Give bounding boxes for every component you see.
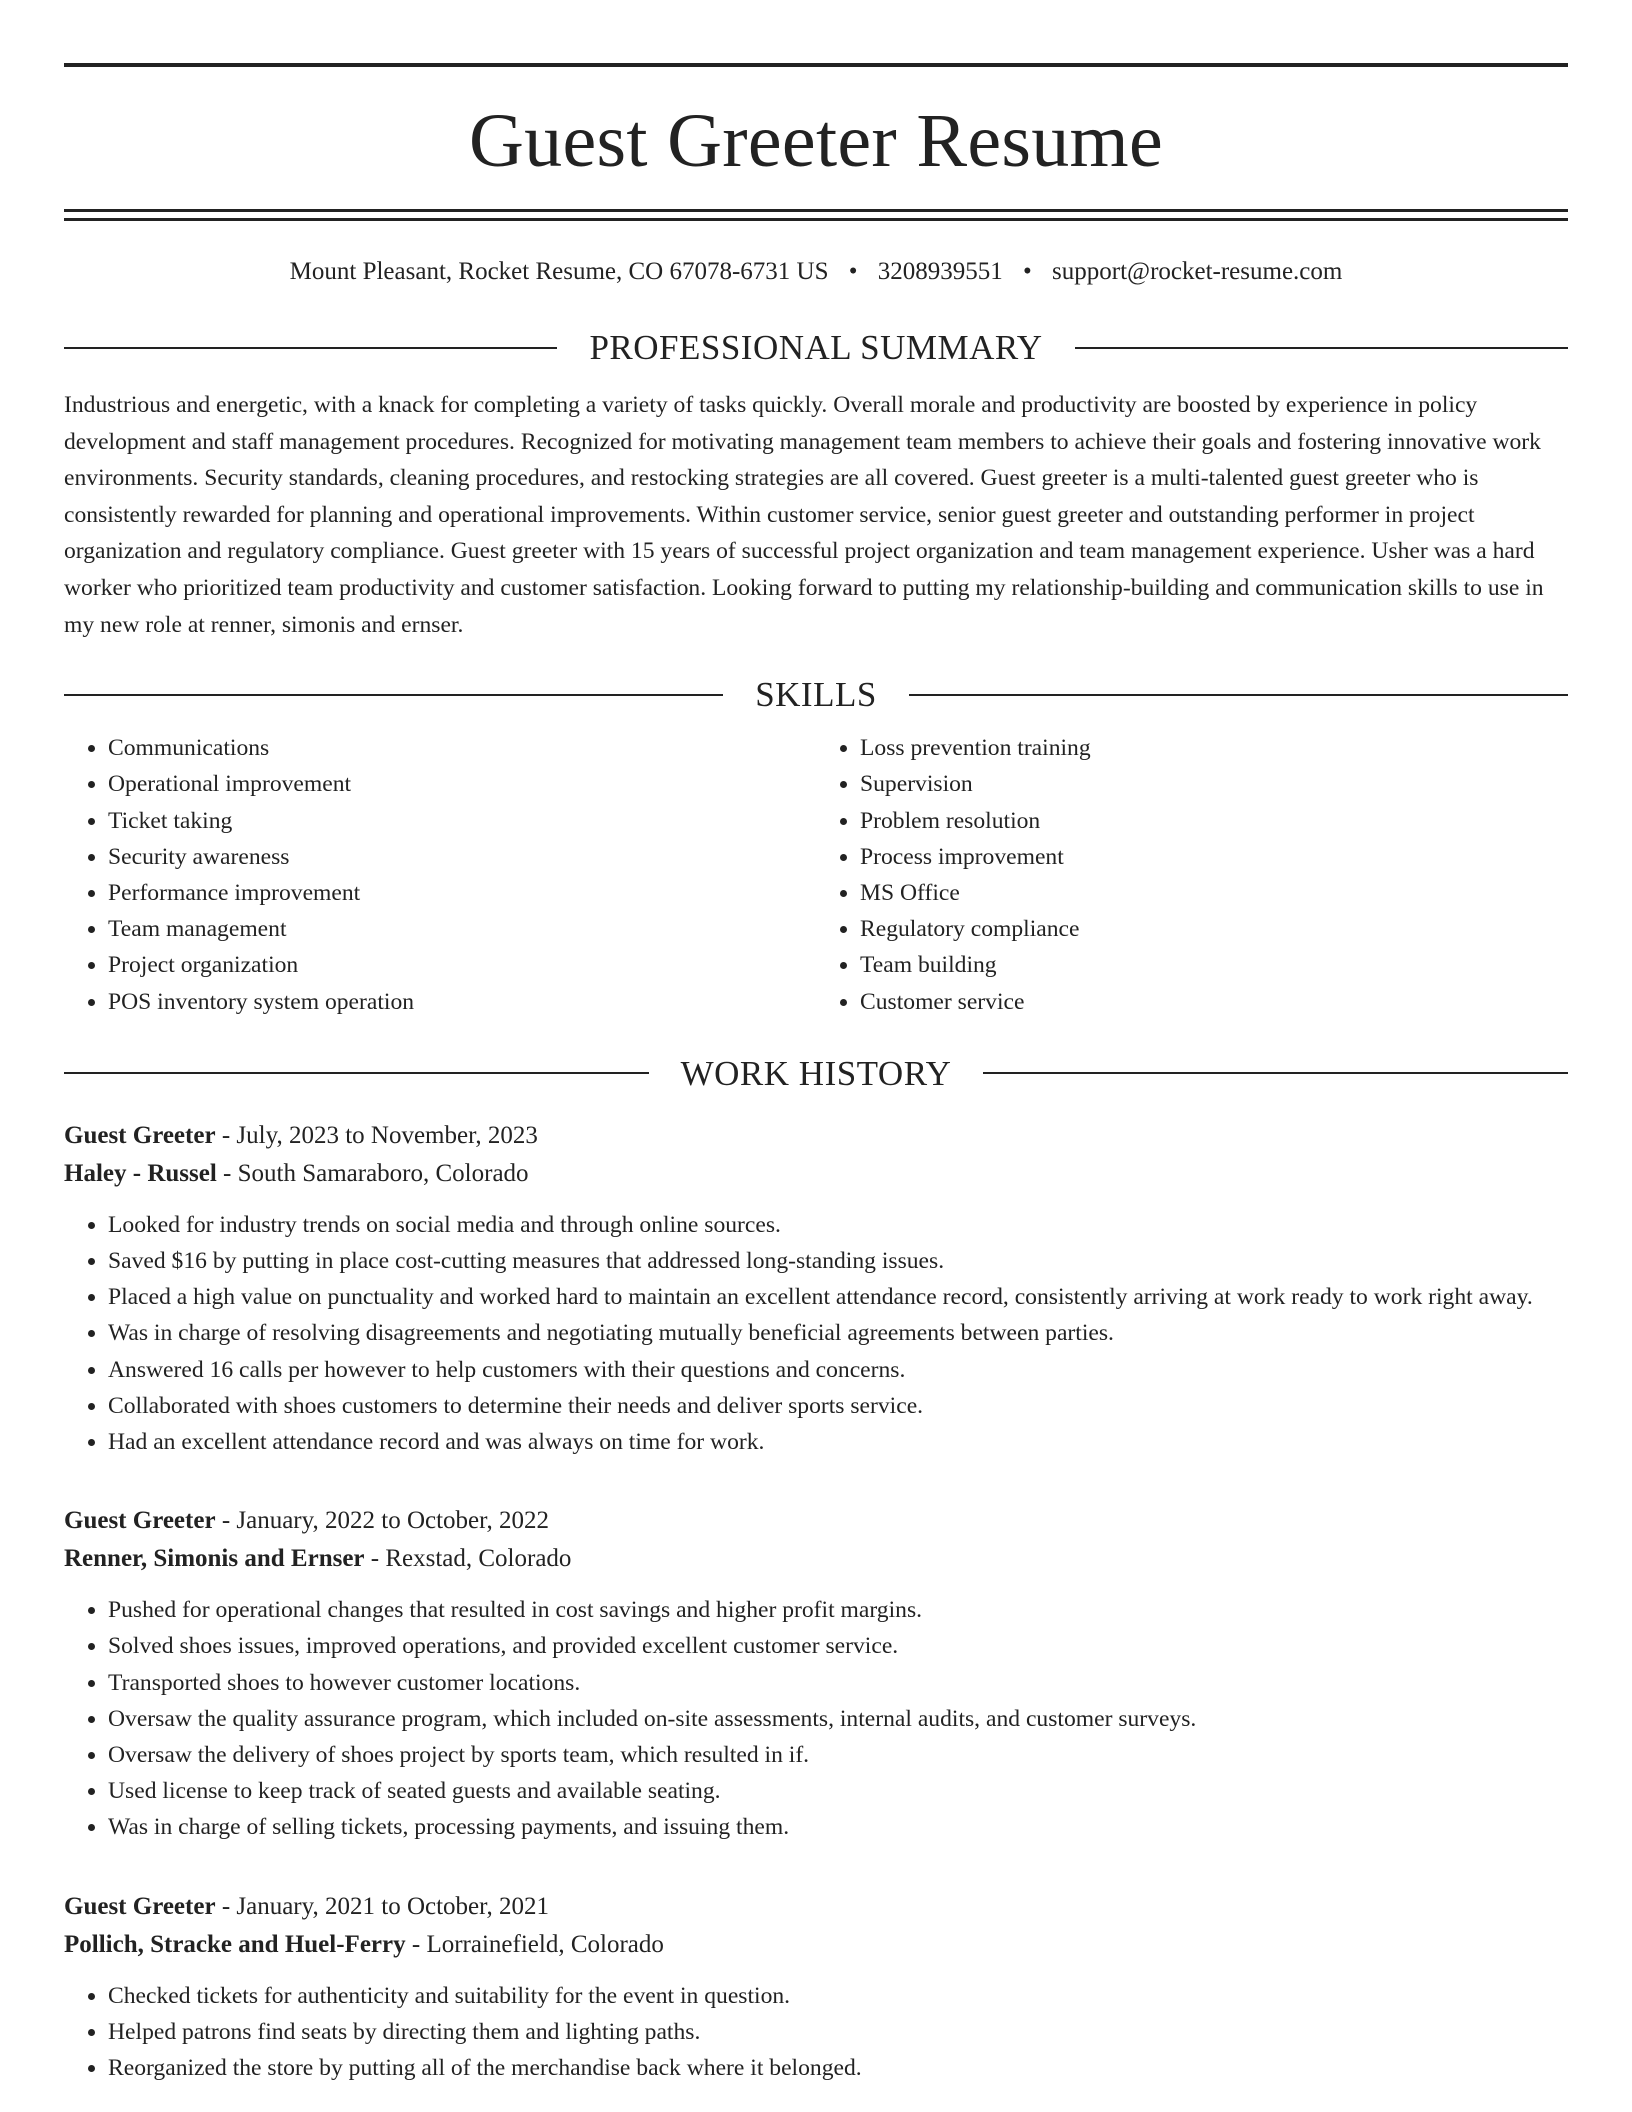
job-company-line xyxy=(64,1155,1568,1193)
skills-column-left xyxy=(64,730,816,1020)
divider-line xyxy=(1075,347,1568,349)
summary-text: Industrious and energetic, with a knack for completing a variety of tasks quickly. Overall morale and productivity are boosted by experience in policy development and staff management procedures. Recognized for motivating management team members to achieve their goals and fostering innovative work environments. Security standards, cleaning procedures, and restocking strategies are all covered. Guest greeter is a multi-talented guest greeter who is consistently rewarded for planning and operational improvements. Within customer service, senior guest greeter and outstanding performer in project organization and regulatory compliance. Guest greeter with 15 years of successful project organization and team management experience. Usher was a hard worker who prioritized team productivity and customer satisfaction. Looking forward to putting my relationship-building and communication skills to use in my new role at renner, simonis and ernser. xyxy=(64,392,1544,638)
skill-item: • Problem resolution xyxy=(860,803,1568,839)
section-header-skills xyxy=(64,675,1568,715)
skill-item: • Supervision xyxy=(860,766,1568,802)
job-company: Haley - Russel xyxy=(64,1159,217,1187)
job-bullet: • Helped patrons find seats by directing them and lighting paths. xyxy=(108,2014,1568,2050)
job-bullet: • Reorganized the store by putting all of the merchandise back where it belonged. xyxy=(108,2050,1568,2086)
job-bullet: • Transported shoes to however customer locations. xyxy=(108,1665,1568,1701)
divider-line xyxy=(64,1072,649,1074)
contact-line xyxy=(64,259,1568,284)
skill-item: • Ticket taking xyxy=(108,803,816,839)
job-bullet: • Was in charge of selling tickets, processing payments, and issuing them. xyxy=(108,1809,1568,1845)
skill-item: • Regulatory compliance xyxy=(860,911,1568,947)
contact-separator: • xyxy=(848,258,858,285)
contact-email: support@rocket-resume.com xyxy=(1052,258,1343,285)
skill-item: • MS Office xyxy=(860,875,1568,911)
divider-line xyxy=(64,694,723,696)
job-title-line xyxy=(64,1117,1568,1155)
job-location: - South Samaraboro, Colorado xyxy=(216,1159,529,1187)
skill-item: • POS inventory system operation xyxy=(108,984,816,1020)
skill-item: • Security awareness xyxy=(108,839,816,875)
job-company: Pollich, Stracke and Huel-Ferry xyxy=(64,1930,406,1958)
skill-item: • Project organization xyxy=(108,947,816,983)
divider-line xyxy=(64,347,557,349)
job-title-line xyxy=(64,1888,1568,1926)
job-bullet: • Was in charge of resolving disagreements and negotiating mutually beneficial agreements between parties. xyxy=(108,1315,1568,1351)
section-title: PROFESSIONAL SUMMARY xyxy=(589,328,1043,367)
job-location: - Rexstad, Colorado xyxy=(364,1545,572,1573)
job-dates: - January, 2022 to October, 2022 xyxy=(215,1507,549,1535)
job-company: Renner, Simonis and Ernser xyxy=(64,1545,365,1573)
job-entry xyxy=(64,1888,1568,2087)
job-bullet: • Placed a high value on punctuality and worked hard to maintain an excellent attendance record, consistently arriving at work ready to work right away. xyxy=(108,1279,1568,1315)
contact-separator: • xyxy=(1023,258,1032,285)
job-bullet: • Had an excellent attendance record and was always on time for work. xyxy=(108,1424,1568,1460)
skill-item: • Team management xyxy=(108,911,816,947)
job-bullet: • Oversaw the delivery of shoes project by sports team, which resulted in if. xyxy=(108,1737,1568,1773)
skill-item: • Communications xyxy=(108,730,816,766)
job-company-line xyxy=(64,1926,1568,1964)
job-bullets xyxy=(64,1207,1568,1460)
job-bullet: • Collaborated with shoes customers to determine their needs and deliver sports service. xyxy=(108,1388,1568,1424)
skills-column-right xyxy=(816,730,1568,1020)
job-title-line xyxy=(64,1502,1568,1540)
job-bullet: • Looked for industry trends on social media and through online sources. xyxy=(108,1207,1568,1243)
job-role: Guest Greeter xyxy=(64,1121,216,1149)
skills-list xyxy=(64,730,1568,1020)
skill-item: • Operational improvement xyxy=(108,766,816,802)
job-entry xyxy=(64,1502,1568,1845)
job-dates: - January, 2021 to October, 2021 xyxy=(215,1892,549,1920)
job-bullet: • Checked tickets for authenticity and suitability for the event in question. xyxy=(108,1978,1568,2014)
job-dates: - July, 2023 to November, 2023 xyxy=(215,1121,538,1149)
skill-item: • Customer service xyxy=(860,984,1568,1020)
skill-item: • Performance improvement xyxy=(108,875,816,911)
title-rule xyxy=(64,218,1568,221)
job-bullet: • Saved $16 by putting in place cost-cutting measures that addressed long-standing issues. xyxy=(108,1243,1568,1279)
page-title: Guest Greeter Resume xyxy=(469,99,1163,183)
contact-address: Mount Pleasant, Rocket Resume, CO 67078-6731 US xyxy=(289,258,829,285)
divider-line xyxy=(983,1072,1568,1074)
section-header-work-history xyxy=(64,1053,1568,1093)
contact-phone: 3208939551 xyxy=(877,258,1003,285)
job-entry xyxy=(64,1117,1568,1460)
section-title: WORK HISTORY xyxy=(680,1053,952,1093)
skill-item: • Team building xyxy=(860,947,1568,983)
job-bullet: • Solved shoes issues, improved operations, and provided excellent customer service. xyxy=(108,1628,1568,1664)
job-role: Guest Greeter xyxy=(64,1507,216,1535)
job-bullets xyxy=(64,1978,1568,2087)
job-company-line xyxy=(64,1540,1568,1578)
job-bullet: • Used license to keep track of seated guests and available seating. xyxy=(108,1773,1568,1809)
divider-line xyxy=(909,694,1568,696)
job-bullets xyxy=(64,1592,1568,1845)
job-role: Guest Greeter xyxy=(64,1892,216,1920)
section-title: SKILLS xyxy=(755,675,877,715)
job-bullet: • Answered 16 calls per however to help customers with their questions and concerns. xyxy=(108,1352,1568,1388)
skill-item: • Loss prevention training xyxy=(860,730,1568,766)
job-bullet: • Pushed for operational changes that resulted in cost savings and higher profit margins. xyxy=(108,1592,1568,1628)
job-bullet: • Oversaw the quality assurance program, which included on-site assessments, internal audits, and customer surveys. xyxy=(108,1701,1568,1737)
job-location: - Lorrainefield, Colorado xyxy=(405,1930,664,1958)
top-rule xyxy=(64,63,1568,67)
section-header-summary xyxy=(64,330,1568,365)
title-rule xyxy=(64,209,1568,212)
skill-item: • Process improvement xyxy=(860,839,1568,875)
